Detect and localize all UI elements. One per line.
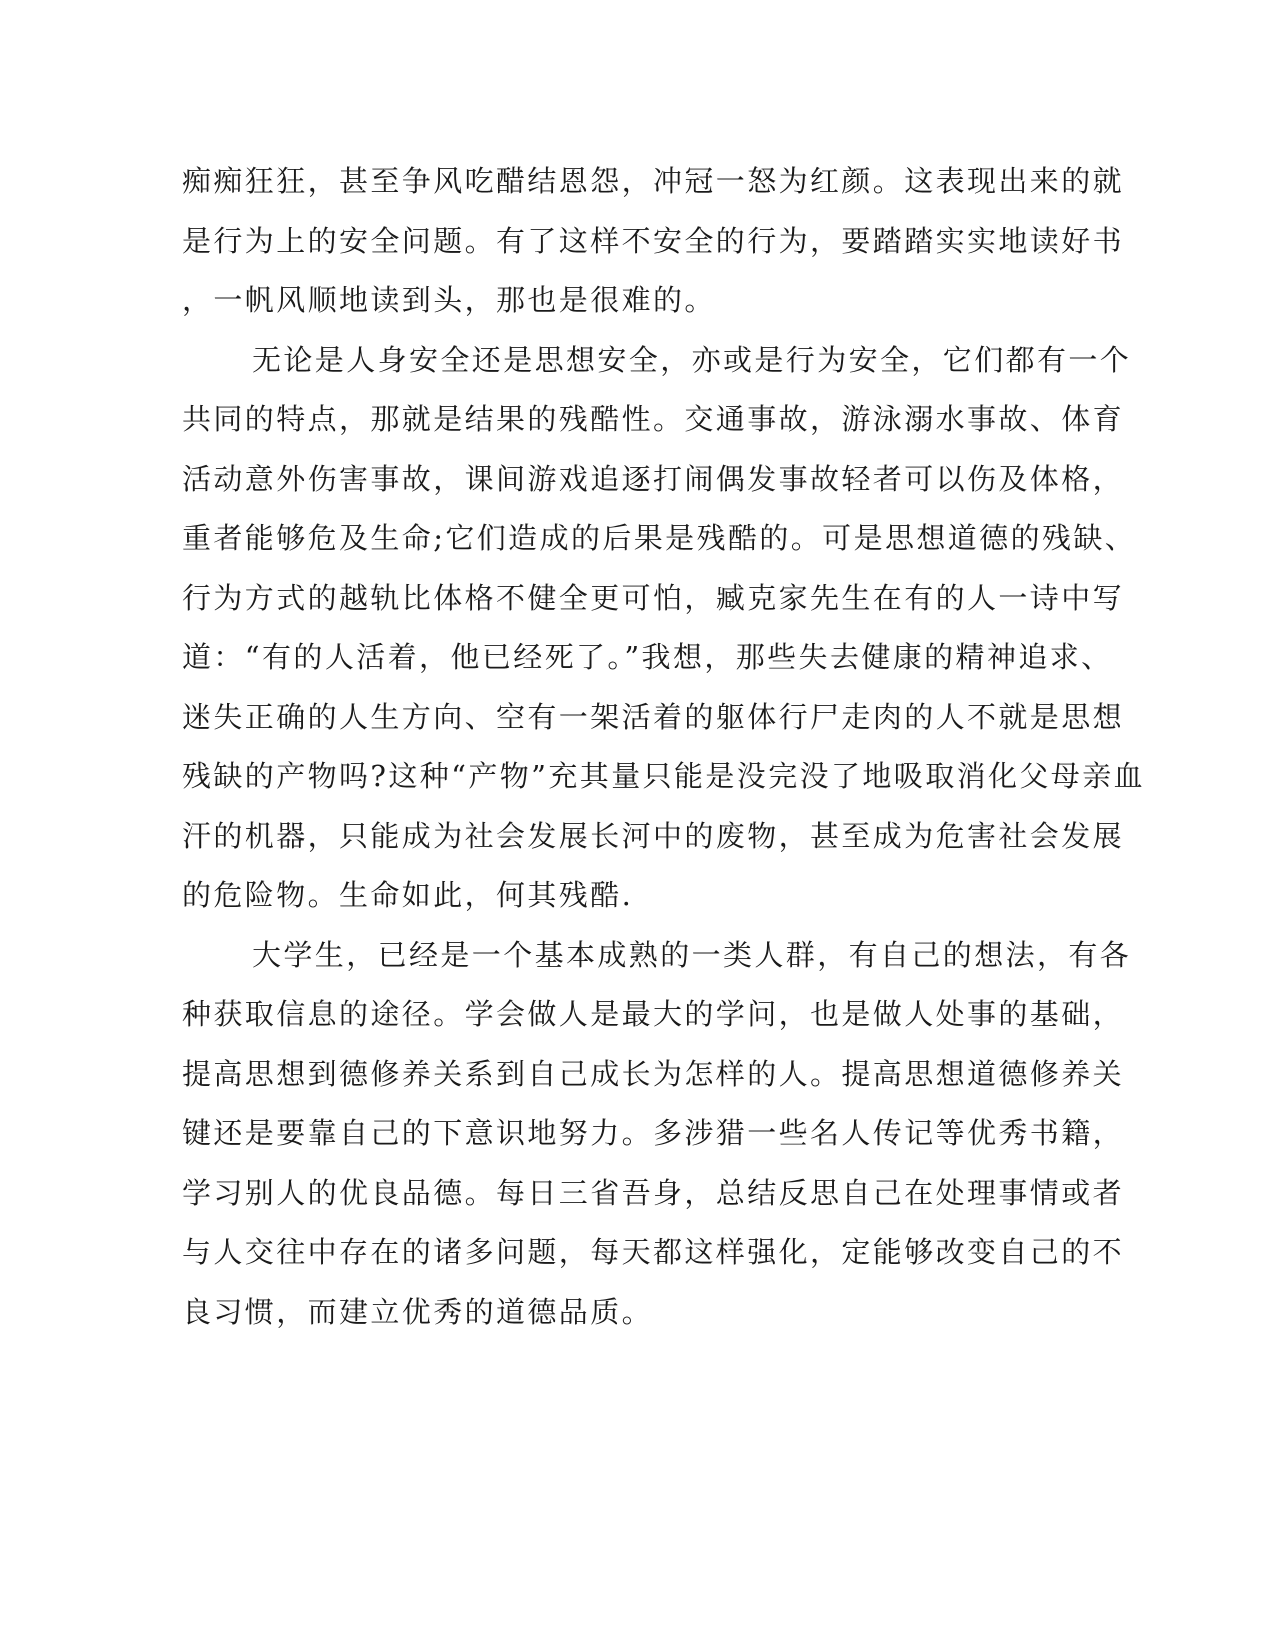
text-line: 行为方式的越轨比体格不健全更可怕，臧克家先生在有的人一诗中写 (182, 580, 1125, 615)
text-line: 键还是要靠自己的下意识地努力。多涉猎一些名人传记等优秀书籍， (182, 1116, 1125, 1150)
text-line: 痴痴狂狂，甚至争风吃醋结恩怨，冲冠一怒为红颜。这表现出来的就 (182, 164, 1125, 198)
text-line: 共同的特点，那就是结果的残酷性。交通事故，游泳溺水事故、体育 (182, 402, 1125, 436)
text-line: 道：“有的人活着，他已经死了。”我想，那些失去健康的精神追求、 (182, 640, 1113, 674)
text-line: 活动意外伤害事故，课间游戏追逐打闹偶发事故轻者可以伤及体格， (182, 461, 1125, 496)
body-text (182, 152, 1146, 1342)
text-line: ，一帆风顺地读到头，那也是很难的。 (182, 283, 716, 317)
text-line: 迷失正确的人生方向、空有一架活着的躯体行尸走肉的人不就是思想 (182, 699, 1125, 734)
text-line: 良习惯，而建立优秀的道德品质。 (182, 1294, 654, 1329)
text-line: 重者能够危及生命;它们造成的后果是残酷的。可是思想道德的残缺、 (182, 521, 1137, 555)
paragraph-start-line: 大学生，已经是一个基本成熟的一类人群，有自己的想法，有各 (252, 937, 1132, 972)
text-line: 残缺的产物吗?这种“产物”充其量只能是没完没了地吸取消化父母亲血 (182, 759, 1146, 793)
text-line: 提高思想到德修养关系到自己成长为怎样的人。提高思想道德修养关 (182, 1056, 1125, 1091)
text-line: 种获取信息的途径。学会做人是最大的学问，也是做人处事的基础， (182, 997, 1125, 1031)
text-line: 是行为上的安全问题。有了这样不安全的行为，要踏踏实实地读好书 (182, 223, 1125, 258)
text-line: 汗的机器，只能成为社会发展长河中的废物，甚至成为危害社会发展 (182, 818, 1125, 853)
text-line: 的危险物。生命如此，何其残酷. (182, 878, 634, 912)
paragraph-start-line: 无论是人身安全还是思想安全，亦或是行为安全，它们都有一个 (252, 342, 1132, 377)
text-line: 学习别人的优良品德。每日三省吾身，总结反思自己在处理事情或者 (182, 1175, 1125, 1210)
text-line: 与人交往中存在的诸多问题，每天都这样强化，定能够改变自己的不 (182, 1235, 1125, 1269)
